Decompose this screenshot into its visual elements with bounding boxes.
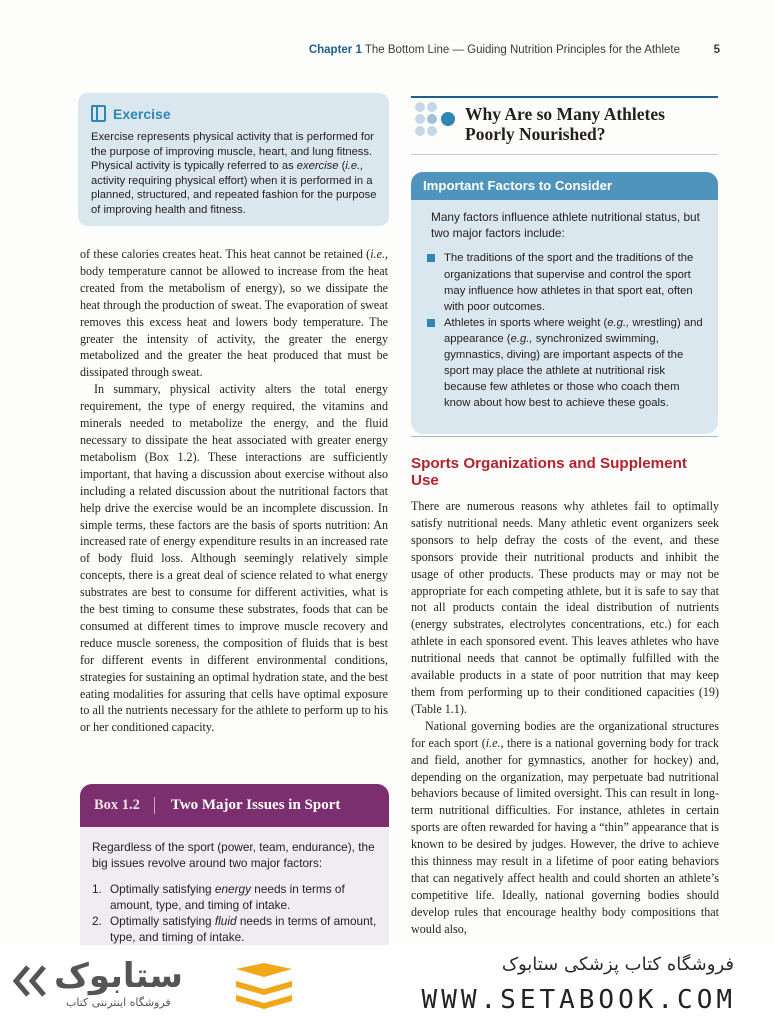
paragraph: National governing bodies are the organizational structures for each sport (i.e., there is a national governing body for track and field, another for gymnastics, another for hockey) and, depending on the organization, may perpetuate bad nutritional behaviors because of limited oversight. This can result in long-term nutritional difficulties. For instance, athletes in certain sports are often rewarded for having a “thin” appearance that is known to be desired by judges. However, the drive to achieve this thinness may result in a lifetime of poor eating behaviors that can negatively affect health and could shorten an athlete’s competitive life. Ideally, national governing bodies should develop rules that encourage healthy body compositions that would also, (411, 718, 719, 936)
subsection-title: Sports Organizations and Supplement Use (411, 455, 687, 490)
square-bullet-icon (427, 254, 435, 262)
paragraph: There are numerous reasons why athletes fail to optimally satisfy nutritional needs. Many athletic event organizers seek sponsors to help defray the costs of the event, and these sponsors provide their nutritional products and inhibit the usage of other products. These products may or may not be appropriate for each competing athlete, but it is safe to say that not all products contain the ideal distribution of nutrients (energy substrates, electrolytes concentrations, etc.) for each athlete in each sponsored event. This leaves athletes who have nutritional needs that cannot be optimally fulfilled with the available products in a state of poor nutrition that may keep them from performing up to their conditioned capacities (19) (Table 1.1). (411, 499, 719, 716)
section-heading (411, 96, 718, 144)
paragraph: of these calories creates heat. This heat cannot be retained (i.e., body temperature cannot be allowed to increase from the heat created from the metabolism of energy), so we dissipate the heat through the production of sweat. The evaporation of sweat removes this excess heat and lowers body temperature. The greater the intensity of activity, the greater the energy metabolized and the greater the heat produced that must be dissipated through sweat. (80, 247, 388, 380)
list-item: 1. Optimally satisfying energy needs in terms of amount, type, and timing of intake. (92, 882, 345, 912)
right-column-text (411, 498, 719, 938)
box-intro: Regardless of the sport (power, team, endurance), the big issues revolve around two major factors: (92, 840, 375, 870)
square-bullet-icon (427, 319, 435, 327)
left-column-text (80, 246, 388, 736)
store-logo-subtitle: فروشگاه اینترنتی کتاب (66, 996, 171, 1009)
list-item: The traditions of the sport and the traditions of the organizations that supervise and control the sport may influence how athletes in that sport eat, often with poor outcomes. (427, 250, 708, 314)
factors-intro: Many factors influence athlete nutritional status, but two major factors include: (431, 210, 700, 241)
important-factors-box (411, 172, 718, 434)
exercise-definition-box (78, 93, 389, 226)
chapter-label: Chapter 1 (308, 44, 362, 56)
decorative-dots-icon (415, 102, 459, 138)
store-url[interactable]: WWW.SETABOOK.COM (421, 985, 736, 1015)
store-name: فروشگاه کتاب پزشکی ستابوک (501, 954, 734, 975)
chevron-arrows-icon (10, 963, 54, 999)
box-list (80, 871, 389, 945)
chapter-title (309, 44, 680, 56)
list-item: Athletes in sports where weight (e.g., wrestling) and appearance (e.g., synchronized swimming, gymnastics, diving) are important aspects of the sport may place the athlete at nutritional risk because few athletes or those who coach them know about how best to achieve these goals. (427, 315, 708, 412)
book-icon (91, 105, 106, 122)
chapter-title-text: The Bottom Line — Guiding Nutrition Principles for the Athlete (364, 44, 680, 56)
box-title: Two Major Issues in Sport (170, 797, 341, 813)
exercise-box-title: Exercise (113, 105, 171, 122)
divider (411, 154, 718, 155)
book-stack-logo-icon (232, 963, 296, 1013)
list-item: 2. Optimally satisfying fluid needs in terms of amount, type, and timing of intake. (92, 914, 377, 944)
divider (411, 436, 718, 437)
section-title: Why Are so Many Athletes Poorly Nourished? (465, 104, 665, 144)
factors-title: Important Factors to Consider (411, 172, 718, 200)
box-two-major-issues (80, 784, 389, 945)
store-logo-text: ستابوک (54, 956, 183, 996)
box-label: Box 1.2 (94, 797, 155, 814)
exercise-definition-text: Exercise represents physical activity that is performed for the purpose of improving muscle, heart, and lung fitness. Physical activity is typically referred to as exercise (i.e., activity requiring physical effort) when it is performed in a planned, structured, and repeated fashion for the purpose of improving health and fitness. (91, 131, 377, 216)
paragraph: In summary, physical activity alters the total energy requirement, the type of energy required, the vitamins and minerals needed to metabolize the energy, and the fluid necessary to dissipate the heat associated with greater energy metabolism (Box 1.2). These interactions are sufficiently important, that having a discussion about exercise without also including a related discussion about the nutritional factors that help drive the exercise would be an incomplete discussion. In simple terms, these factors are the basis of sports nutrition: An increased rate of energy expenditure results in an increased rate of body fluid loss. Although seemingly relatively simple concepts, there is a great deal of science related to what energy substrates are best to consume for different activities, what is the best timing to consume these substrates, foods that can be consumed at different times to improve muscle recovery and reduce muscle soreness, the composition of fluids that is best for different events in different environmental conditions, strategies for sustaining an optimal hydration state, and the best eating modalities for assuring that cells have optimal exposure to all the nutrients necessary for the athlete to perform up to his or her conditioned capacity. (80, 382, 388, 735)
page-number: 5 (713, 44, 720, 56)
factors-list (411, 241, 718, 411)
box-header (80, 784, 389, 827)
